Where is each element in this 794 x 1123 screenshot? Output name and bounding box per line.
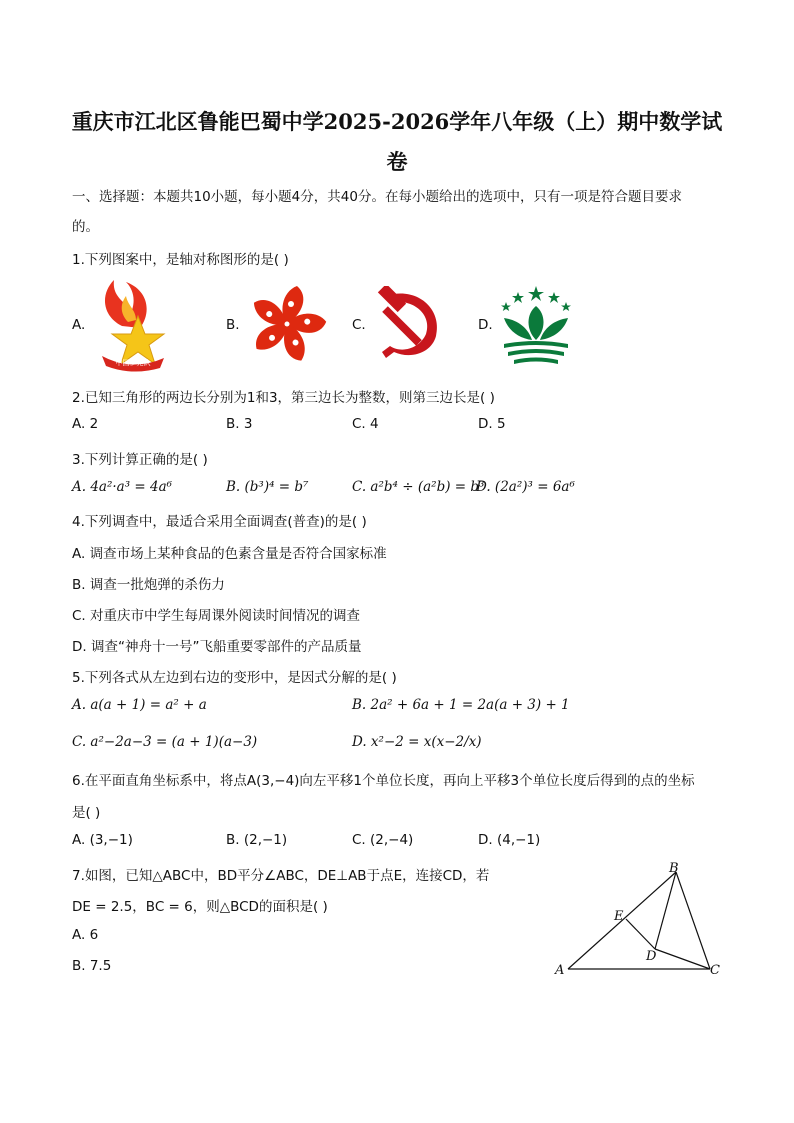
q6-option-c: C. (2,−4) [352, 832, 414, 848]
q3-stem: 3.下列计算正确的是( ) [72, 452, 208, 468]
q7-stem: 7.如图，已知△ABC中，BD平分∠ABC，DE⊥AB于点E，连接CD，若 [72, 868, 490, 884]
q2-stem: 2.已知三角形的两边长分别为1和3，第三边长为整数，则第三边长是( ) [72, 390, 495, 406]
q6-option-d: D. (4,−1) [478, 832, 541, 848]
q1-option-d-label: D. [478, 317, 493, 333]
q4-option-b: B. 调查一批炮弹的杀伤力 [72, 577, 225, 593]
q1-option-b-label: B. [226, 317, 240, 333]
q5-option-b: B. 2a² + 6a + 1 = 2a(a + 3) + 1 [352, 697, 570, 713]
segment-cd [655, 949, 710, 969]
q1-option-a-label: A. [72, 317, 86, 333]
q5-option-d: D. x²−2 = x(x−2/x) [352, 734, 482, 750]
q7-triangle-figure [550, 856, 730, 984]
label-b: B [669, 861, 679, 876]
q2-option-d: D. 5 [478, 416, 506, 432]
q4-option-d: D. 调查“神舟十一号”飞船重要零部件的产品质量 [72, 639, 362, 655]
exam-title-line1: 重庆市江北区鲁能巴蜀中学2025-2026学年八年级（上）期中数学试 [71, 109, 723, 134]
hammer-and-sickle-icon [372, 286, 444, 362]
q3-option-a: A. 4a²·a³ = 4a⁶ [72, 479, 173, 495]
q5-stem: 5.下列各式从左边到右边的变形中，是因式分解的是( ) [72, 670, 397, 686]
label-c: C [710, 963, 720, 978]
section1-instructions: 一、选择题：本题共10小题，每小题4分，共40分。在每小题给出的选项中，只有一项是符合题目要求 [72, 189, 682, 205]
side-bc [676, 872, 710, 969]
q2-option-c: C. 4 [352, 416, 379, 432]
q6-stem: 6.在平面直角坐标系中，将点A(3,−4)向左平移1个单位长度，再向上平移3个单位长度后得到的点的坐标 [72, 773, 695, 789]
q3-option-c: C. a²b⁴ ÷ (a²b) = b³ [352, 479, 485, 495]
hong-kong-bauhinia-flag-icon [244, 283, 330, 365]
q4-option-a: A. 调查市场上某种食品的色素含量是否符合国家标准 [72, 546, 387, 562]
q5-option-c: C. a²−2a−3 = (a + 1)(a−3) [72, 734, 258, 750]
q3-option-d: D. (2a²)³ = 6a⁶ [476, 479, 575, 495]
q2-option-a: A. 2 [72, 416, 99, 432]
label-a: A [555, 963, 565, 978]
q4-option-c: C. 对重庆市中学生每周课外阅读时间情况的调查 [72, 608, 361, 624]
q1-option-c-label: C. [352, 317, 366, 333]
q3-option-b: B. (b³)⁴ = b⁷ [226, 479, 309, 495]
q2-option-b: B. 3 [226, 416, 253, 432]
segment-de [626, 919, 655, 949]
q4-stem: 4.下列调查中，最适合采用全面调查(普查)的是( ) [72, 514, 367, 530]
segment-bd [655, 872, 676, 949]
q1-stem: 1.下列图案中，是轴对称图形的是( ) [72, 252, 289, 268]
q6-option-a: A. (3,−1) [72, 832, 133, 848]
q7-stem-cont: DE = 2.5，BC = 6，则△BCD的面积是( ) [72, 899, 328, 915]
section1-instructions-cont: 的。 [72, 219, 99, 235]
q7-option-b: B. 7.5 [72, 958, 112, 974]
exam-title-line2: 卷 [386, 149, 408, 174]
young-pioneers-emblem-icon [92, 276, 174, 372]
emblem-ribbon-text: 中国少先队 [115, 359, 151, 367]
q6-option-b: B. (2,−1) [226, 832, 288, 848]
q7-option-a: A. 6 [72, 927, 99, 943]
label-e: E [614, 909, 624, 924]
macau-lotus-flag-icon [496, 284, 576, 366]
q5-option-a: A. a(a + 1) = a² + a [72, 697, 207, 713]
q6-stem-cont: 是( ) [72, 805, 101, 821]
label-d: D [646, 949, 657, 964]
